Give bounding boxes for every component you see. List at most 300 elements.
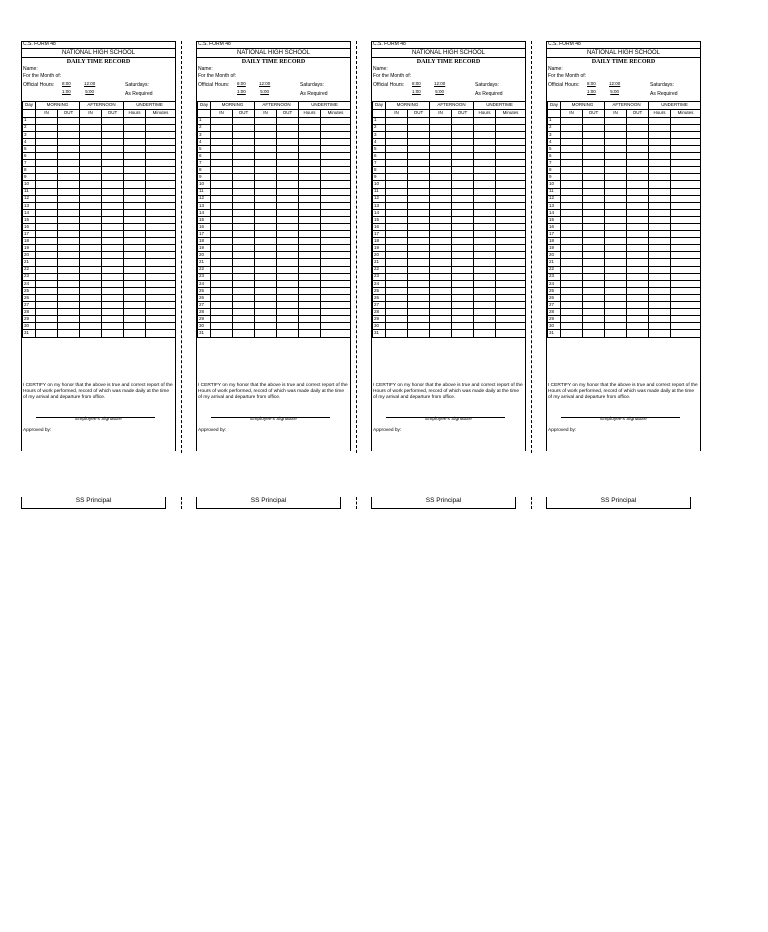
am-out-cell <box>408 252 430 259</box>
undertime-minutes-cell <box>146 224 176 231</box>
day-number: 11 <box>23 188 36 195</box>
pm-out-cell <box>627 195 649 202</box>
pm-in-cell <box>605 188 627 195</box>
am-out-cell <box>58 209 80 216</box>
undertime-minutes-cell <box>496 188 526 195</box>
undertime-hours-cell <box>474 188 496 195</box>
am-out-cell <box>233 273 255 280</box>
pm-in-cell <box>605 117 627 124</box>
table-row <box>373 153 526 160</box>
undertime-minutes-cell <box>671 323 701 330</box>
table-row <box>373 160 526 167</box>
table-row <box>23 224 176 231</box>
am-in-cell <box>36 124 58 131</box>
day-number: 4 <box>548 138 561 145</box>
day-number: 15 <box>373 216 386 223</box>
pm-out-cell <box>102 259 124 266</box>
pm-in-cell <box>255 330 277 337</box>
am-out-cell <box>233 216 255 223</box>
morning-header: MORNING <box>386 102 430 110</box>
am-in-cell <box>211 174 233 181</box>
pm-in-cell <box>80 138 102 145</box>
undertime-hours-cell <box>474 316 496 323</box>
table-row <box>373 238 526 245</box>
pm-in-cell <box>605 131 627 138</box>
table-row <box>548 280 701 287</box>
undertime-minutes-cell <box>671 224 701 231</box>
undertime-hours-cell <box>299 167 321 174</box>
blank-header <box>373 109 386 117</box>
am-in-cell <box>561 316 583 323</box>
table-row <box>373 323 526 330</box>
table-row <box>373 195 526 202</box>
am-out-cell <box>583 145 605 152</box>
time-record-table <box>547 101 701 338</box>
undertime-hours-cell <box>474 216 496 223</box>
time-record-table <box>197 101 351 338</box>
pm-out-cell <box>277 153 299 160</box>
am-out-time: 1:00 <box>412 88 421 94</box>
am-in-cell <box>211 209 233 216</box>
am-out-cell <box>408 287 430 294</box>
pm-in-cell <box>605 224 627 231</box>
am-out-cell <box>408 131 430 138</box>
table-row <box>23 195 176 202</box>
undertime-header: UNDERTIME <box>649 102 701 110</box>
am-in-cell <box>386 266 408 273</box>
am-out-cell <box>233 238 255 245</box>
pm-out-cell <box>277 294 299 301</box>
undertime-minutes-cell <box>496 266 526 273</box>
undertime-minutes-cell <box>671 216 701 223</box>
am-out-cell <box>408 280 430 287</box>
day-number: 1 <box>198 117 211 124</box>
pm-in-cell <box>255 181 277 188</box>
undertime-hours-cell <box>474 138 496 145</box>
am-in-cell <box>36 224 58 231</box>
undertime-hours-cell <box>474 323 496 330</box>
morning-header: MORNING <box>561 102 605 110</box>
am-out-cell <box>408 117 430 124</box>
undertime-hours-cell <box>124 153 146 160</box>
am-in-time: 8:00 <box>412 81 421 86</box>
afternoon-hours <box>259 82 270 94</box>
pm-in-cell <box>430 245 452 252</box>
am-out-cell <box>58 280 80 287</box>
day-header: Day <box>373 102 386 110</box>
table-row <box>198 330 351 337</box>
pm-out-cell <box>102 160 124 167</box>
day-number: 20 <box>198 252 211 259</box>
undertime-hours-cell <box>124 309 146 316</box>
undertime-hours-cell <box>474 330 496 337</box>
principal-label: SS Principal <box>425 497 462 504</box>
pm-in-cell <box>430 174 452 181</box>
table-row <box>198 231 351 238</box>
am-in-cell <box>561 188 583 195</box>
undertime-minutes-cell <box>146 124 176 131</box>
table-row <box>23 309 176 316</box>
table-row <box>548 195 701 202</box>
am-out-cell <box>58 309 80 316</box>
pm-out-cell <box>627 224 649 231</box>
pm-in-cell <box>430 160 452 167</box>
undertime-minutes-cell <box>146 273 176 280</box>
am-in-cell <box>211 216 233 223</box>
principal-signature-box <box>196 497 341 509</box>
form-code: C.S. FORM 48 <box>198 41 231 47</box>
am-in-cell <box>36 202 58 209</box>
undertime-minutes-cell <box>496 153 526 160</box>
pm-out-cell <box>102 316 124 323</box>
am-in-cell <box>386 202 408 209</box>
am-out-cell <box>583 316 605 323</box>
am-in-cell <box>386 224 408 231</box>
am-out-cell <box>408 181 430 188</box>
undertime-minutes-cell <box>671 202 701 209</box>
am-in-cell <box>36 302 58 309</box>
pm-out-cell <box>102 330 124 337</box>
pm-out-cell <box>627 252 649 259</box>
undertime-minutes-cell <box>496 174 526 181</box>
table-row <box>548 167 701 174</box>
am-in-cell <box>561 216 583 223</box>
pm-in-cell <box>255 309 277 316</box>
am-in-cell <box>386 252 408 259</box>
pm-in-time: 12:00 <box>434 81 446 86</box>
table-row <box>548 273 701 280</box>
undertime-hours-cell <box>474 280 496 287</box>
table-row <box>373 174 526 181</box>
pm-out-cell <box>102 231 124 238</box>
table-row <box>373 224 526 231</box>
undertime-hours-cell <box>649 117 671 124</box>
undertime-minutes-cell <box>321 259 351 266</box>
day-number: 21 <box>198 259 211 266</box>
table-row <box>548 117 701 124</box>
undertime-minutes-cell <box>321 302 351 309</box>
day-number: 18 <box>198 238 211 245</box>
am-out-cell <box>233 138 255 145</box>
day-header: Day <box>548 102 561 110</box>
day-number: 8 <box>548 167 561 174</box>
pm-out-cell <box>277 238 299 245</box>
undertime-hours-cell <box>649 188 671 195</box>
pm-out-cell <box>452 202 474 209</box>
undertime-hours-cell <box>299 216 321 223</box>
pm-out-cell <box>452 153 474 160</box>
am-out-cell <box>408 302 430 309</box>
table-row <box>373 181 526 188</box>
undertime-hours-cell <box>649 330 671 337</box>
am-in-cell <box>561 181 583 188</box>
undertime-hours-cell <box>474 195 496 202</box>
table-row <box>198 160 351 167</box>
pm-in-cell <box>605 231 627 238</box>
am-out-cell <box>58 294 80 301</box>
am-out-cell <box>233 131 255 138</box>
pm-in-cell <box>605 323 627 330</box>
undertime-hours-cell <box>124 202 146 209</box>
am-out-cell <box>233 195 255 202</box>
blank-header <box>198 109 211 117</box>
day-number: 12 <box>373 195 386 202</box>
pm-out-cell <box>102 181 124 188</box>
pm-out-cell <box>277 195 299 202</box>
undertime-hours-cell <box>474 273 496 280</box>
pm-out-cell <box>627 330 649 337</box>
am-out-cell <box>58 238 80 245</box>
undertime-minutes-cell <box>671 138 701 145</box>
undertime-minutes-cell <box>146 209 176 216</box>
pm-in-cell <box>255 259 277 266</box>
pm-out-cell <box>627 280 649 287</box>
pm-in-cell <box>430 216 452 223</box>
table-row <box>23 266 176 273</box>
am-in-cell <box>211 294 233 301</box>
pm-in-cell <box>255 195 277 202</box>
pm-in-cell <box>255 167 277 174</box>
undertime-minutes-cell <box>671 153 701 160</box>
day-number: 12 <box>548 195 561 202</box>
am-out-cell <box>583 188 605 195</box>
undertime-minutes-cell <box>671 231 701 238</box>
am-in-cell <box>36 245 58 252</box>
undertime-minutes-cell <box>321 188 351 195</box>
pm-out-cell <box>277 273 299 280</box>
undertime-hours-cell <box>474 145 496 152</box>
am-out-cell <box>58 117 80 124</box>
undertime-minutes-cell <box>146 245 176 252</box>
am-out-cell <box>583 174 605 181</box>
table-row <box>23 216 176 223</box>
school-name: NATIONAL HIGH SCHOOL <box>372 48 525 56</box>
table-row <box>373 202 526 209</box>
pm-out-cell <box>627 160 649 167</box>
pm-out-cell <box>627 145 649 152</box>
day-number: 13 <box>23 202 36 209</box>
undertime-minutes-cell <box>146 287 176 294</box>
table-row <box>198 153 351 160</box>
undertime-minutes-cell <box>496 202 526 209</box>
undertime-minutes-cell <box>146 174 176 181</box>
am-out-cell <box>233 316 255 323</box>
am-out-cell <box>583 167 605 174</box>
as-required-label: As Required <box>650 91 678 97</box>
day-number: 2 <box>198 124 211 131</box>
pm-in-cell <box>255 273 277 280</box>
saturdays-label: Saturdays: <box>475 82 499 88</box>
as-required-label: As Required <box>475 91 503 97</box>
saturdays-label: Saturdays: <box>650 82 674 88</box>
am-in-cell <box>561 124 583 131</box>
pm-out-time: 5:00 <box>435 88 445 94</box>
am-out-cell <box>233 202 255 209</box>
pm-in-cell <box>430 273 452 280</box>
cut-line <box>356 497 357 509</box>
undertime-hours-cell <box>474 302 496 309</box>
am-in-cell <box>386 117 408 124</box>
time-record-table <box>372 101 526 338</box>
am-in-cell <box>211 138 233 145</box>
pm-in-cell <box>255 287 277 294</box>
am-out-cell <box>583 138 605 145</box>
pm-in-cell <box>80 188 102 195</box>
day-number: 17 <box>373 231 386 238</box>
undertime-minutes-cell <box>146 266 176 273</box>
am-in-cell <box>36 188 58 195</box>
pm-out-cell <box>627 153 649 160</box>
am-in-cell <box>36 138 58 145</box>
am-out-cell <box>233 209 255 216</box>
am-in-cell <box>386 131 408 138</box>
am-out-cell <box>583 302 605 309</box>
undertime-hours-cell <box>299 302 321 309</box>
undertime-hours-cell <box>124 259 146 266</box>
table-row <box>548 266 701 273</box>
undertime-minutes-cell <box>671 294 701 301</box>
undertime-minutes-cell <box>321 209 351 216</box>
cut-line <box>181 41 182 453</box>
undertime-hours-cell <box>124 174 146 181</box>
undertime-hours-cell <box>124 231 146 238</box>
form-title: DAILY TIME RECORD <box>22 57 175 65</box>
day-number: 19 <box>373 245 386 252</box>
am-in-header: IN <box>211 109 233 117</box>
table-row <box>373 309 526 316</box>
undertime-hours-cell <box>649 287 671 294</box>
undertime-hours-cell <box>124 287 146 294</box>
cut-line <box>356 41 357 453</box>
undertime-minutes-cell <box>671 309 701 316</box>
day-number: 27 <box>23 302 36 309</box>
undertime-hours-cell <box>649 202 671 209</box>
pm-in-cell <box>255 138 277 145</box>
undertime-header: UNDERTIME <box>124 102 176 110</box>
am-in-cell <box>561 138 583 145</box>
am-out-cell <box>233 145 255 152</box>
pm-in-cell <box>430 153 452 160</box>
am-out-header: OUT <box>583 109 605 117</box>
official-hours-label: Official Hours: <box>373 82 405 88</box>
pm-out-cell <box>102 302 124 309</box>
minutes-header: Minutes <box>496 109 526 117</box>
undertime-hours-cell <box>474 287 496 294</box>
table-row <box>373 124 526 131</box>
pm-out-cell <box>452 259 474 266</box>
principal-signature-box <box>21 497 166 509</box>
pm-in-cell <box>605 294 627 301</box>
minutes-header: Minutes <box>321 109 351 117</box>
undertime-minutes-cell <box>146 195 176 202</box>
pm-out-cell <box>452 124 474 131</box>
pm-in-cell <box>80 153 102 160</box>
pm-in-cell <box>255 224 277 231</box>
undertime-hours-cell <box>474 266 496 273</box>
undertime-minutes-cell <box>671 188 701 195</box>
undertime-minutes-cell <box>671 160 701 167</box>
pm-in-cell <box>255 238 277 245</box>
am-in-cell <box>561 238 583 245</box>
minutes-header: Minutes <box>146 109 176 117</box>
am-out-cell <box>583 160 605 167</box>
undertime-hours-cell <box>124 245 146 252</box>
approved-by-label: Approved by: <box>548 428 577 433</box>
pm-in-cell <box>605 266 627 273</box>
undertime-minutes-cell <box>321 238 351 245</box>
pm-in-cell <box>255 209 277 216</box>
pm-out-cell <box>102 195 124 202</box>
am-in-cell <box>386 294 408 301</box>
day-number: 16 <box>23 224 36 231</box>
pm-out-cell <box>102 145 124 152</box>
pm-out-cell <box>277 174 299 181</box>
pm-in-header: IN <box>605 109 627 117</box>
undertime-minutes-cell <box>496 167 526 174</box>
undertime-minutes-cell <box>321 231 351 238</box>
undertime-minutes-cell <box>146 330 176 337</box>
day-number: 7 <box>373 160 386 167</box>
am-in-cell <box>386 138 408 145</box>
pm-in-time: 12:00 <box>84 81 96 86</box>
am-in-cell <box>211 252 233 259</box>
undertime-minutes-cell <box>146 302 176 309</box>
undertime-hours-cell <box>649 195 671 202</box>
am-out-cell <box>408 224 430 231</box>
day-number: 23 <box>548 273 561 280</box>
pm-out-cell <box>627 294 649 301</box>
undertime-hours-cell <box>649 167 671 174</box>
table-row <box>23 181 176 188</box>
pm-out-cell <box>277 160 299 167</box>
undertime-hours-cell <box>124 330 146 337</box>
pm-out-cell <box>102 188 124 195</box>
undertime-hours-cell <box>649 131 671 138</box>
table-row <box>198 252 351 259</box>
approved-by-label: Approved by: <box>198 428 227 433</box>
table-row <box>373 131 526 138</box>
pm-in-cell <box>80 195 102 202</box>
pm-in-cell <box>80 287 102 294</box>
pm-in-cell <box>430 259 452 266</box>
undertime-minutes-cell <box>671 174 701 181</box>
day-number: 17 <box>548 231 561 238</box>
am-in-cell <box>211 167 233 174</box>
pm-out-time: 5:00 <box>260 88 270 94</box>
day-number: 25 <box>373 287 386 294</box>
undertime-minutes-cell <box>321 280 351 287</box>
principal-signature-box <box>371 497 516 509</box>
day-number: 29 <box>23 316 36 323</box>
table-row <box>198 316 351 323</box>
pm-in-cell <box>80 117 102 124</box>
morning-hours <box>62 82 71 94</box>
undertime-hours-cell <box>649 231 671 238</box>
undertime-hours-cell <box>124 294 146 301</box>
undertime-minutes-cell <box>321 160 351 167</box>
undertime-hours-cell <box>124 316 146 323</box>
undertime-hours-cell <box>124 323 146 330</box>
am-in-cell <box>386 153 408 160</box>
pm-out-header: OUT <box>102 109 124 117</box>
table-row <box>548 188 701 195</box>
pm-out-cell <box>452 280 474 287</box>
undertime-hours-cell <box>299 252 321 259</box>
am-in-cell <box>36 153 58 160</box>
am-out-cell <box>583 117 605 124</box>
pm-out-cell <box>452 309 474 316</box>
employee-signature-label: Employee's Signature <box>75 417 122 422</box>
